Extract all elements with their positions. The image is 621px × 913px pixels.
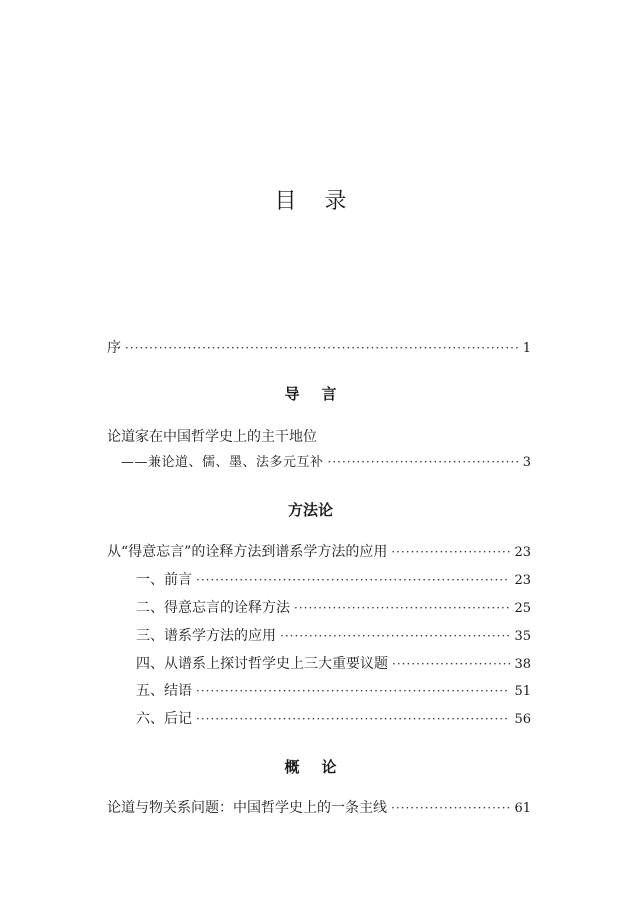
leader-dots xyxy=(196,682,510,700)
toc-entry-method-item[interactable] xyxy=(136,627,531,645)
toc-entry-intro-subtitle[interactable] xyxy=(121,453,531,471)
heading-char-right: 论 xyxy=(321,758,337,776)
entry-page: 51 xyxy=(514,684,531,699)
leader-dots xyxy=(391,799,510,817)
leader-dots xyxy=(294,599,510,617)
entry-label: 一、前言 xyxy=(136,572,192,588)
toc-entry-method-item[interactable] xyxy=(136,655,531,673)
toc-entry-preface[interactable] xyxy=(107,339,531,357)
toc-entry-method-item[interactable] xyxy=(136,682,531,700)
section-heading-overview xyxy=(0,756,621,777)
title-char-left: 目 xyxy=(274,189,297,214)
entry-label: 三、谱系学方法的应用 xyxy=(136,628,276,644)
entry-page: 23 xyxy=(514,545,531,560)
leader-dots xyxy=(391,543,510,561)
entry-label: 论道与物关系问题：中国哲学史上的一条主线 xyxy=(107,800,387,816)
entry-page: 38 xyxy=(514,657,531,672)
toc-entry-overview-main[interactable] xyxy=(107,799,531,817)
entry-page: 1 xyxy=(522,341,531,356)
toc-entry-method-main[interactable] xyxy=(107,543,531,561)
entry-page: 61 xyxy=(514,801,531,816)
toc-entry-method-item[interactable] xyxy=(136,710,531,728)
heading-char-left: 导 xyxy=(284,385,300,403)
page-title xyxy=(0,184,621,215)
section-heading-method: 方法论 xyxy=(287,501,333,519)
entry-page: 25 xyxy=(514,601,531,616)
leader-dots xyxy=(196,571,510,589)
entry-label: 序 xyxy=(107,340,121,356)
leader-dots xyxy=(125,339,519,357)
leader-dots xyxy=(280,627,510,645)
toc-entry-method-item[interactable] xyxy=(136,571,531,589)
leader-dots xyxy=(196,710,510,728)
entry-page: 3 xyxy=(522,455,531,470)
heading-char-right: 言 xyxy=(321,385,337,403)
toc-entry-intro-title[interactable]: 论道家在中国哲学史上的主干地位 xyxy=(107,429,317,445)
toc-entry-method-item[interactable] xyxy=(136,599,531,617)
entry-page: 35 xyxy=(514,629,531,644)
leader-dots xyxy=(392,655,510,673)
section-heading-intro xyxy=(0,383,621,404)
entry-label: 五、结语 xyxy=(136,683,192,699)
entry-label: ——兼论道、儒、墨、法多元互补 xyxy=(121,455,324,470)
entry-label: 四、从谱系上探讨哲学史上三大重要议题 xyxy=(136,656,388,672)
title-char-right: 录 xyxy=(324,189,347,214)
entry-page: 56 xyxy=(514,712,531,727)
leader-dots xyxy=(328,453,519,471)
heading-char-left: 概 xyxy=(284,758,300,776)
entry-label: 从“得意忘言”的诠释方法到谱系学方法的应用 xyxy=(107,544,388,560)
entry-page: 23 xyxy=(514,573,531,588)
entry-label: 二、得意忘言的诠释方法 xyxy=(136,600,290,616)
entry-label: 六、后记 xyxy=(136,711,192,727)
